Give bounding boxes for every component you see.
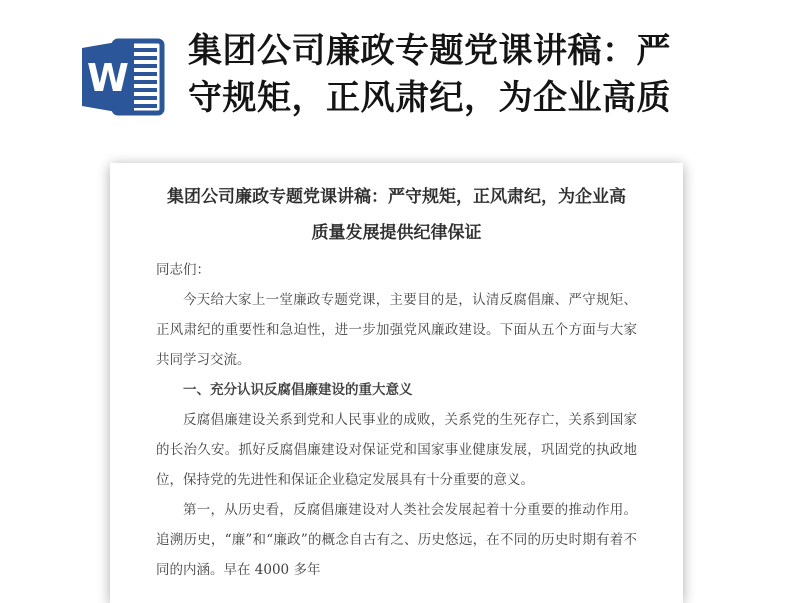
word-icon-letter: W [87, 56, 129, 100]
doc-section-heading: 一、充分认识反腐倡廉建设的重大意义 [183, 382, 413, 398]
doc-title [156, 179, 637, 251]
doc-paragraph: 反腐倡廉建设关系到党和人民事业的成败，关系党的生死存亡，关系到国家的长治久安。抓好反腐倡廉建设对保证党和国家事业健康发展，巩固党的执政地位，保持党的先进性和保证企业稳定发展具有十分重要的意义。 [156, 412, 637, 488]
page-title [188, 28, 693, 122]
doc-paragraph: 第一，从历史看，反腐倡廉建设对人类社会发展起着十分重要的推动作用。追溯历史，“廉”和“廉政”的概念自古有之、历史悠远，在不同的历史时期有着不同的内涵。早在 4000 多年 [156, 502, 637, 578]
doc-body [156, 255, 637, 585]
doc-title-line-1: 集团公司廉政专题党课讲稿：严守规矩，正风肃纪，为企业高 [167, 187, 626, 207]
page-title-line-2: 守规矩，正风肃纪，为企业高质 [188, 78, 671, 118]
doc-paragraph: 今天给大家上一堂廉政专题党课，主要目的是，认清反腐倡廉、严守规矩、正风肃纪的重要性和急迫性，进一步加强党风廉政建设。下面从五个方面与大家共同学习交流。 [156, 292, 637, 368]
page-title-line-1: 集团公司廉政专题党课讲稿：严 [188, 31, 671, 71]
doc-salutation: 同志们： [156, 262, 210, 278]
doc-page-preview [110, 163, 683, 603]
word-icon [76, 34, 166, 120]
doc-title-line-2: 质量发展提供纪律保证 [311, 223, 482, 243]
file-header [76, 28, 693, 122]
